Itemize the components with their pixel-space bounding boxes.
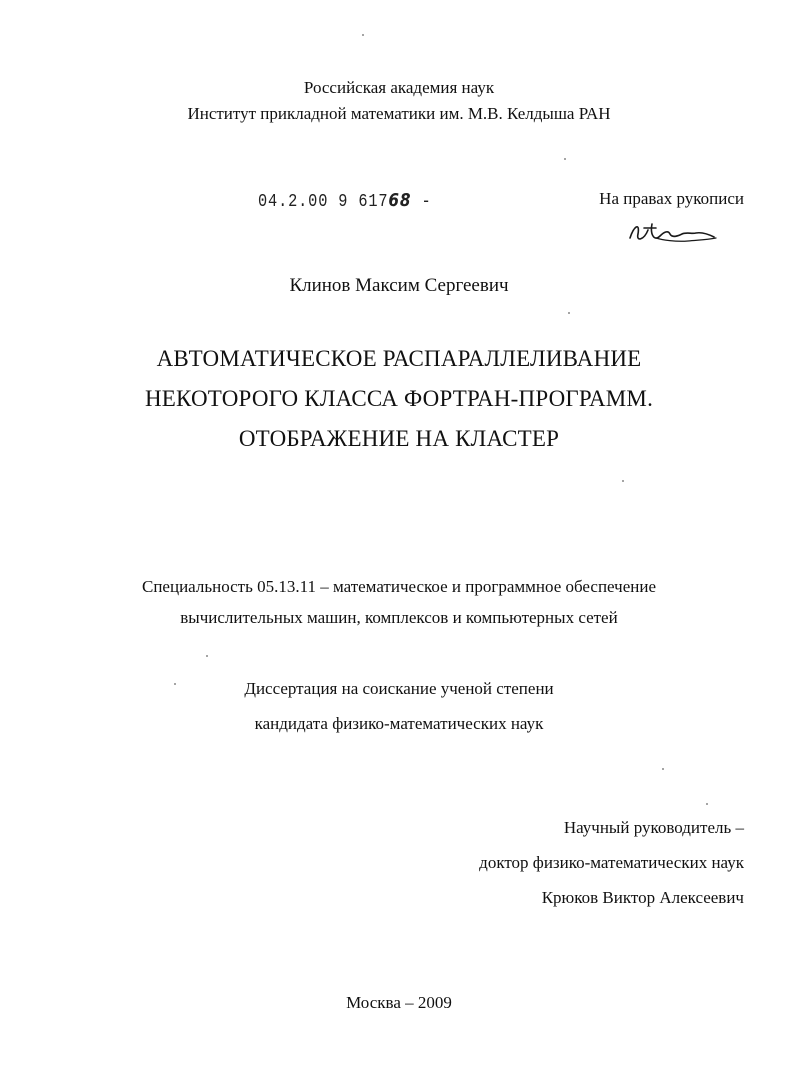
- city-year: Москва – 2009: [346, 993, 452, 1012]
- scan-speck: [564, 158, 566, 160]
- scan-speck: [206, 655, 208, 657]
- registration-number-handwritten: 68: [388, 190, 412, 211]
- supervisor-role: Научный руководитель –: [563, 818, 744, 837]
- registration-number: [258, 190, 432, 213]
- title-line3: ОТОБРАЖЕНИЕ НА КЛАСТЕР: [238, 426, 560, 451]
- rights-label: На правах рукописи: [599, 189, 744, 208]
- scan-speck: [362, 34, 364, 36]
- scan-speck: [662, 768, 664, 770]
- supervisor-name: Крюков Виктор Алексеевич: [541, 888, 744, 907]
- degree-line2: кандидата физико-математических наук: [254, 714, 544, 733]
- registration-number-printed: 04.2.00 9 617: [258, 192, 389, 212]
- scan-speck: [622, 480, 624, 482]
- registration-mark: -: [421, 192, 432, 212]
- degree-line1: Диссертация на соискание ученой степени: [244, 679, 554, 698]
- organization-line1: Российская академия наук: [303, 78, 495, 97]
- organization-line2: Институт прикладной математики им. М.В. Келдыша РАН: [187, 104, 611, 123]
- specialty-line1: Специальность 05.13.11 – математическое и программное обеспечение: [141, 577, 656, 596]
- scan-speck: [706, 803, 708, 805]
- supervisor-degree: доктор физико-математических наук: [479, 853, 744, 872]
- title-line2: НЕКОТОРОГО КЛАССА ФОРТРАН-ПРОГРАММ.: [144, 386, 654, 411]
- scan-speck: [174, 683, 176, 685]
- author-name: Клинов Максим Сергеевич: [289, 275, 509, 296]
- title-line1: АВТОМАТИЧЕСКОЕ РАСПАРАЛЛЕЛИВАНИЕ: [156, 346, 642, 371]
- scan-speck: [568, 312, 570, 314]
- signature-icon: [626, 216, 718, 250]
- specialty-line2: вычислительных машин, комплексов и компьютерных сетей: [180, 608, 618, 627]
